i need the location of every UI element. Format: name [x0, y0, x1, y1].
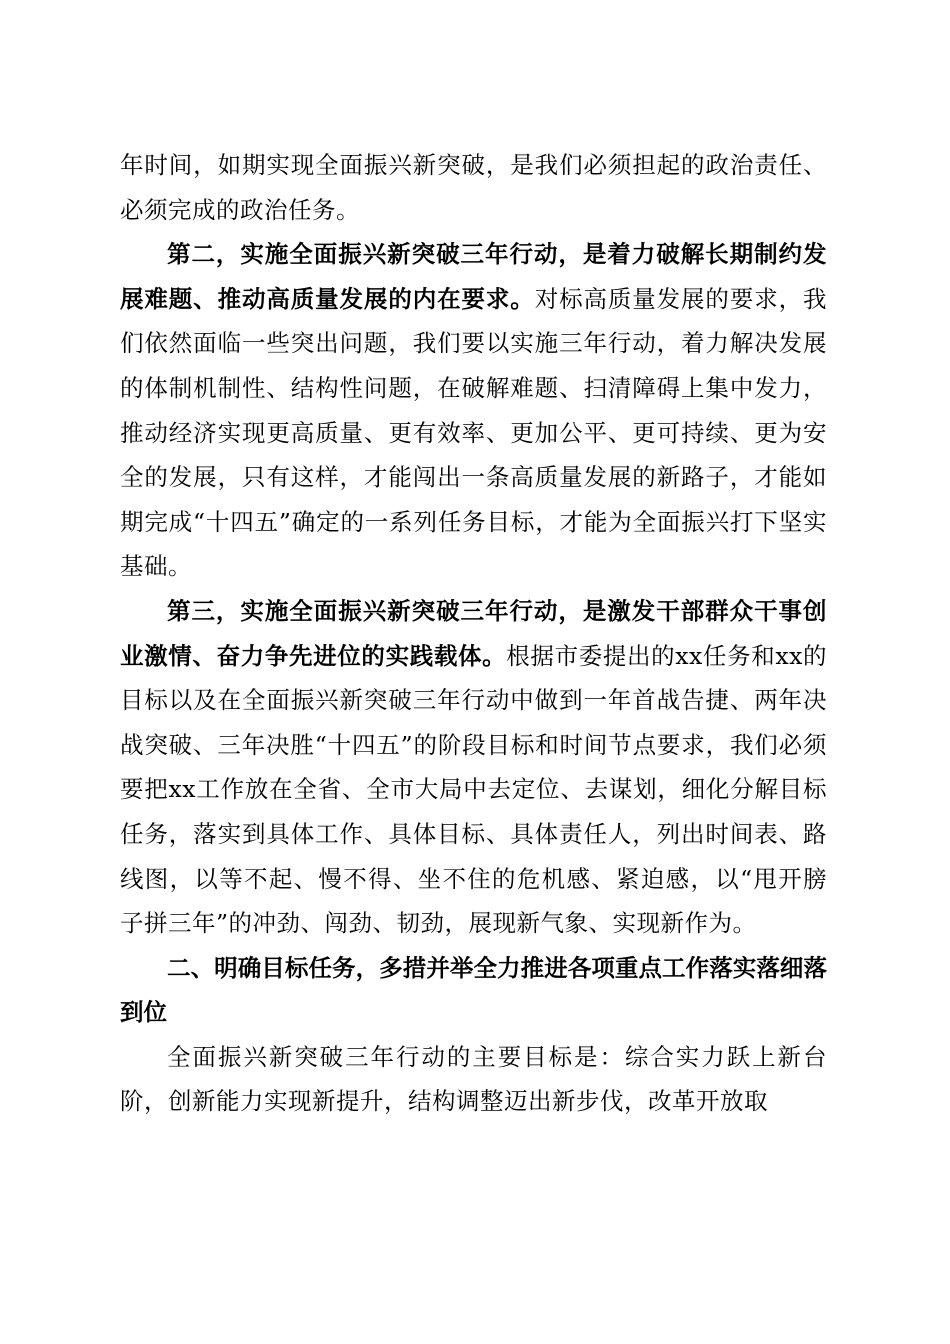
- paragraph-goals: [120, 1035, 827, 1124]
- document-page: [120, 143, 827, 1124]
- paragraph-second-point: [120, 232, 827, 589]
- paragraph-text: 根据市委提出的xx任务和xx的目标以及在全面振兴新突破三年行动中做到一年首战告捷、两年决战突破、三年决胜“十四五”的阶段目标和时间节点要求，我们必须要把xx工作放在全省、全市大局中去定位、去谋划，细化分解目标任务，落实到具体工作、具体目标、具体责任人，列出时间表、路线图，以等不起、慢不得、坐不住的危机感、紧迫感，以“甩开膀子拼三年”的冲劲、闯劲、韧劲，展现新气象、实现新作为。: [120, 641, 828, 938]
- section-heading: 二、明确目标任务，多措并举全力推进各项重点工作落实落细落到位: [120, 953, 827, 1027]
- paragraph-text: 全面振兴新突破三年行动的主要目标是：综合实力跃上新台阶，创新能力实现新提升，结构调整迈出新步伐，改革开放取: [120, 1042, 827, 1116]
- paragraph-lead-bold: 第三，实施全面振兴新突破三年行动，是激发干部群众干事创业激情、奋力争先进位的实践载体。: [120, 596, 827, 670]
- paragraph-continuation: [120, 143, 827, 232]
- paragraph-lead-bold: 第二，实施全面振兴新突破三年行动，是着力破解长期制约发展难题、推动高质量发展的内在要求。: [120, 240, 827, 313]
- paragraph-third-point: [120, 589, 827, 946]
- paragraph-text: 对标高质量发展的要求，我们依然面临一些突出问题，我们要以实施三年行动，着力解决发展的体制机制性、结构性问题，在破解难题、扫清障碍上集中发力，推动经济实现更高质量、更有效率、更加公平、更可持续、更为安全的发展，只有这样，才能闯出一条高质量发展的新路子，才能如期完成“十四五”确定的一系列任务目标，才能为全面振兴打下坚实基础。: [120, 284, 828, 581]
- paragraph-text: 年时间，如期实现全面振兴新突破，是我们必须担起的政治责任、必须完成的政治任务。: [120, 151, 827, 224]
